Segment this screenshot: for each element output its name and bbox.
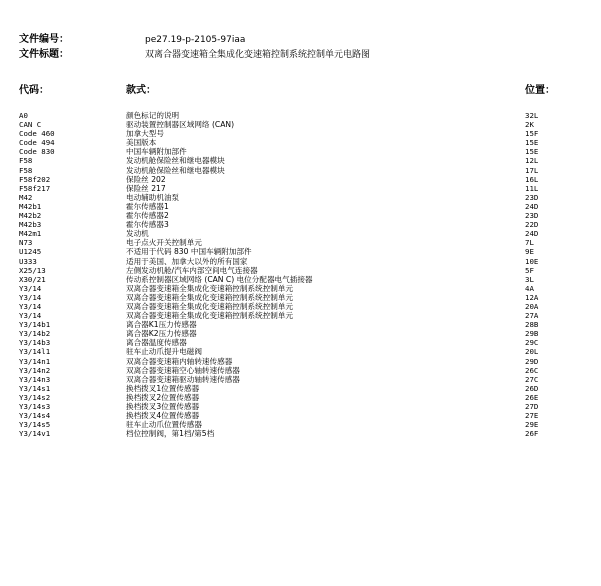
row-description: 双离合器变速箱全集成化变速箱控制系统控制单元 (126, 283, 294, 293)
row-description: 离合器K2压力传感器 (126, 329, 197, 339)
row-position: 12A (525, 292, 539, 302)
row-code: M42b2 (19, 211, 42, 221)
row-description: 左侧发动机舱/汽车内部空间电气连接器 (126, 265, 258, 275)
row-code: F58 (19, 165, 33, 175)
doc-number-value: pe27.19-p-2105-97iaa (145, 35, 246, 45)
row-code: Y3/14s1 (19, 383, 51, 393)
table-row (0, 129, 601, 138)
row-position: 23D (525, 211, 539, 221)
table-row (0, 202, 601, 211)
row-code: F58f202 (19, 174, 51, 184)
row-description: 发动机舱保险丝和继电器模块 (126, 165, 225, 175)
row-code: Y3/14s4 (19, 411, 51, 421)
row-code: Y3/14b1 (19, 320, 51, 330)
table-row (0, 357, 601, 366)
table-row (0, 338, 601, 347)
table-row (0, 175, 601, 184)
row-code: Y3/14n3 (19, 374, 51, 384)
column-header-description: 款式： (126, 85, 156, 96)
row-position: 20L (525, 347, 539, 357)
row-position: 29C (525, 338, 539, 348)
row-description: 双离合器变速箱内轴转速传感器 (126, 356, 233, 366)
row-code: Y3/14v1 (19, 429, 51, 439)
row-code: CAN C (19, 120, 42, 130)
row-description: 保险丝 217 (126, 183, 166, 193)
doc-title-value: 双离合器变速箱全集成化变速箱控制系统控制单元电路图 (145, 50, 371, 60)
table-row (0, 120, 601, 129)
row-description: 离合器温度传感器 (126, 338, 187, 348)
row-position: 9E (525, 247, 534, 257)
table-row (0, 293, 601, 302)
row-description: 保险丝 202 (126, 174, 166, 184)
table-row (0, 429, 601, 438)
table-row (0, 156, 601, 165)
row-position: 11L (525, 183, 539, 193)
row-position: 16L (525, 174, 539, 184)
row-description: 双离合器变速箱全集成化变速箱控制系统控制单元 (126, 311, 294, 321)
row-description: 电动辅助机油泵 (126, 192, 180, 202)
row-position: 26D (525, 383, 539, 393)
row-description: 双离合器变速箱驱动轴转速传感器 (126, 374, 240, 384)
row-code: Code 460 (19, 129, 55, 139)
table-row (0, 284, 601, 293)
row-position: 29E (525, 420, 539, 430)
row-position: 24D (525, 229, 539, 239)
table-row (0, 266, 601, 275)
row-description: 加拿大型号 (126, 129, 164, 139)
row-position: 23D (525, 192, 539, 202)
row-code: Y3/14 (19, 283, 42, 293)
table-row (0, 347, 601, 356)
table-row (0, 320, 601, 329)
row-code: A0 (19, 111, 28, 120)
row-code: F58f217 (19, 183, 51, 193)
row-description: 传动系控制器区域网络 (CAN C) 电位分配器电气插接器 (126, 274, 313, 284)
table-row (0, 238, 601, 247)
table-row (0, 193, 601, 202)
row-code: Y3/14 (19, 311, 42, 321)
row-code: Y3/14s3 (19, 402, 51, 411)
row-code: Code 830 (19, 147, 55, 157)
table-row (0, 147, 601, 156)
row-position: 12L (525, 156, 539, 166)
row-description: 驻车止动爪位置传感器 (126, 420, 202, 430)
row-description: 双离合器变速箱全集成化变速箱控制系统控制单元 (126, 292, 294, 302)
row-code: M42b3 (19, 220, 42, 230)
row-position: 5F (525, 265, 534, 275)
row-description: 电子点火开关控制单元 (126, 238, 202, 248)
row-description: 换档拨叉3位置传感器 (126, 402, 200, 411)
row-code: N73 (19, 238, 33, 248)
row-position: 26C (525, 365, 539, 375)
table-row (0, 229, 601, 238)
table-row (0, 420, 601, 429)
row-code: Y3/14b2 (19, 329, 51, 339)
row-description: 颜色标记的说明 (126, 111, 180, 120)
row-position: 27C (525, 374, 539, 384)
table-row (0, 302, 601, 311)
row-position: 27A (525, 311, 539, 321)
table-row (0, 275, 601, 284)
row-description: 霍尔传感器2 (126, 211, 169, 221)
table-row (0, 257, 601, 266)
row-position: 17L (525, 165, 539, 175)
row-code: Y3/14n2 (19, 365, 51, 375)
table-row (0, 111, 601, 120)
column-header-position: 位置： (525, 85, 555, 96)
row-code: Y3/14 (19, 301, 42, 311)
row-description: 驻车止动爪提升电磁阀 (126, 347, 202, 357)
row-description: 不适用于代码 830 中国车辆附加部件 (126, 247, 252, 257)
row-code: Y3/14s5 (19, 420, 51, 430)
row-description: 双离合器变速箱空心轴转速传感器 (126, 365, 240, 375)
row-position: 27D (525, 402, 539, 411)
row-code: U333 (19, 256, 37, 266)
row-description: 霍尔传感器3 (126, 220, 169, 230)
table-row (0, 211, 601, 220)
table-row (0, 166, 601, 175)
row-code: M42b1 (19, 201, 42, 211)
row-code: Y3/14b3 (19, 338, 51, 348)
row-description: 美国版本 (126, 138, 157, 148)
table-row (0, 411, 601, 420)
row-description: 发动机 (126, 229, 149, 239)
table-row (0, 375, 601, 384)
row-code: Code 494 (19, 138, 55, 148)
row-position: 2K (525, 120, 534, 130)
row-position: 27E (525, 411, 539, 421)
table-row (0, 247, 601, 256)
row-code: Y3/14l1 (19, 347, 51, 357)
row-position: 32L (525, 111, 539, 120)
row-description: 发动机舱保险丝和继电器模块 (126, 156, 225, 166)
row-position: 10E (525, 256, 539, 266)
table-row (0, 138, 601, 147)
table-row (0, 384, 601, 393)
row-code: M42 (19, 192, 33, 202)
legend-table (0, 111, 601, 438)
row-code: M42m1 (19, 229, 42, 239)
row-code: Y3/14s2 (19, 392, 51, 402)
row-code: U1245 (19, 247, 42, 257)
row-description: 换档拨叉1位置传感器 (126, 383, 200, 393)
row-position: 29D (525, 356, 539, 366)
row-description: 驱动装置控制器区域网络 (CAN) (126, 120, 235, 130)
row-position: 3L (525, 274, 534, 284)
doc-title-label: 文件标题： (19, 49, 69, 60)
row-code: F58 (19, 156, 33, 166)
table-row (0, 402, 601, 411)
row-position: 28B (525, 320, 539, 330)
table-row (0, 184, 601, 193)
row-description: 档位控制阀，第1档/第5档 (126, 429, 215, 439)
table-row (0, 220, 601, 229)
row-description: 换档拨叉4位置传感器 (126, 411, 200, 421)
row-code: X25/13 (19, 265, 46, 275)
row-position: 15E (525, 147, 539, 157)
row-code: X30/21 (19, 274, 46, 284)
row-description: 适用于美国、加拿大以外的所有国家 (126, 256, 248, 266)
row-position: 22D (525, 220, 539, 230)
row-position: 24D (525, 201, 539, 211)
row-code: Y3/14 (19, 292, 42, 302)
row-position: 26E (525, 392, 539, 402)
row-position: 4A (525, 283, 534, 293)
row-position: 15E (525, 138, 539, 148)
row-description: 双离合器变速箱全集成化变速箱控制系统控制单元 (126, 301, 294, 311)
row-description: 霍尔传感器1 (126, 201, 169, 211)
table-row (0, 329, 601, 338)
row-description: 中国车辆附加部件 (126, 147, 187, 157)
row-position: 20A (525, 301, 539, 311)
row-position: 15F (525, 129, 539, 139)
doc-number-label: 文件编号： (19, 34, 69, 45)
column-header-code: 代码： (19, 85, 49, 96)
row-position: 29B (525, 329, 539, 339)
row-description: 离合器K1压力传感器 (126, 320, 197, 330)
row-code: Y3/14n1 (19, 356, 51, 366)
table-row (0, 311, 601, 320)
row-position: 26F (525, 429, 539, 439)
row-position: 7L (525, 238, 534, 248)
table-row (0, 393, 601, 402)
table-row (0, 366, 601, 375)
row-description: 换档拨叉2位置传感器 (126, 392, 200, 402)
